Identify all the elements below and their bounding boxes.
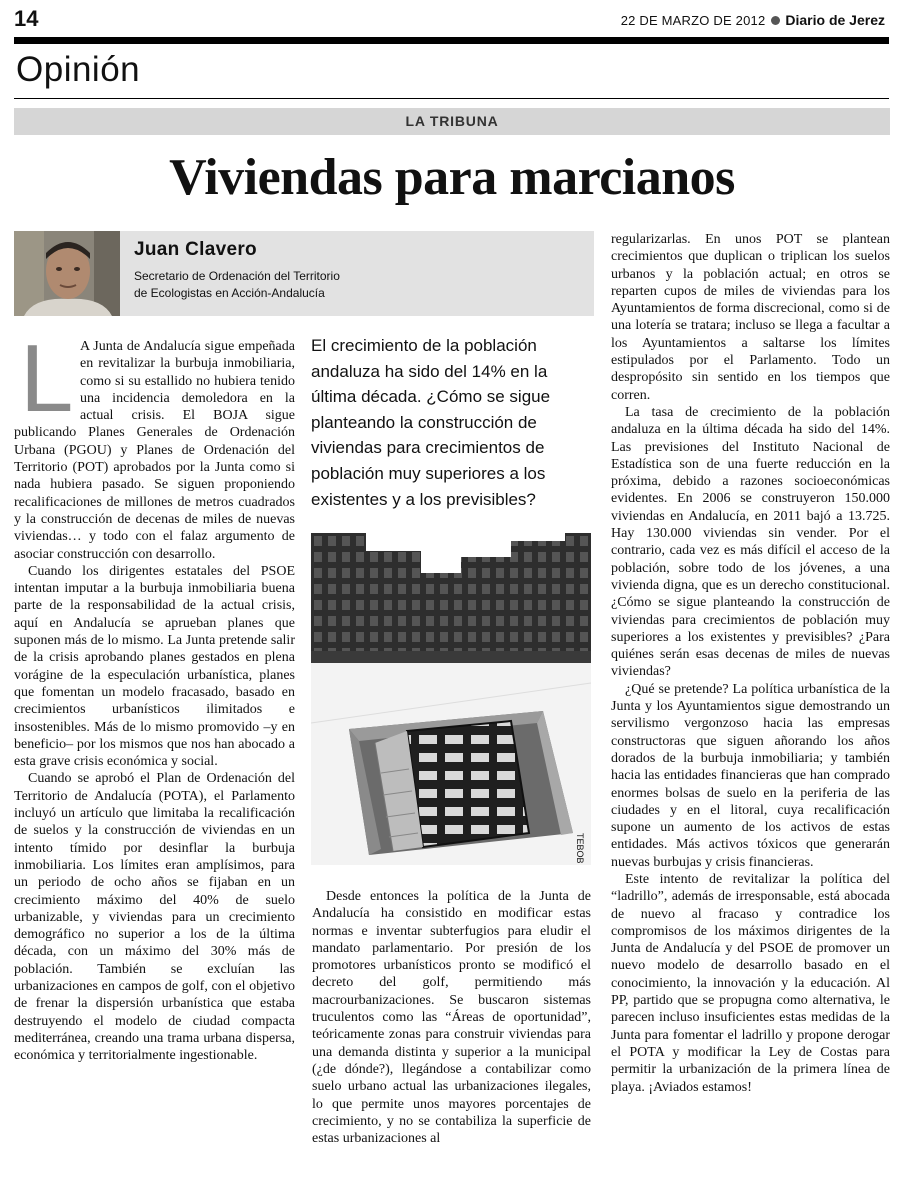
article-paragraph: Desde entonces la política de la Junta de Andalucía ha consistido en modificar estas normas e inventar subterfugios para eludir el mandato parlamentario. Por presión de los promotores urbanísticos pronto se modificó el decreto del golf, permitiendo más macrourbanizaciones. Se buscaron sistemas truculentos como las “Áreas de oportunidad”, teóricamente zonas para construir viviendas para una demanda distinta y superior a la municipal (¿de dónde?), llegándose a contabilizar como suelo urbano actual las urbanizaciones ilegales, lo que permite unos mayores porcentajes de crecimiento, y no se contabiliza la superficie de estas urbanizaciones al <box>312 889 591 1147</box>
author-box <box>14 231 594 316</box>
author-role-line: de Ecologistas en Acción-Andalucía <box>134 286 325 300</box>
article-column-middle <box>312 888 591 1147</box>
newspaper-name: Diario de Jerez <box>785 12 885 28</box>
buildings-illustration <box>311 533 591 865</box>
column-name: LA TRIBUNA <box>405 113 499 129</box>
bullet-icon <box>771 16 780 25</box>
page-number: 14 <box>14 6 39 31</box>
article-column-left <box>14 325 295 1064</box>
author-photo <box>14 231 120 316</box>
column-name-bar <box>14 108 890 135</box>
article-column-right <box>611 231 890 1096</box>
pull-quote-line: viviendas para crecimientos de <box>311 438 545 458</box>
masthead-info <box>621 12 885 28</box>
article-paragraph: Este intento de revitalizar la política del “ladrillo”, además de irresponsable, está abocada de nuevo al fracaso y contradice los compromisos de los máximos dirigentes de la Junta de Andalucía y del PSOE de promover un nuevo modelo de desarrollo basado en el conocimiento, la innovación y la educación. Al PP, partido que se propugna como alternativa, le parecen incluso insuficientes estas medidas de la Junta para fomentar el ladrillo y propone derogar el POTA y modificar la Ley de Costas para permitir la urbanización de la primera línea de playa. ¡Aviados estamos! <box>611 871 890 1095</box>
header-rule <box>14 37 889 44</box>
author-role <box>134 268 340 302</box>
article-paragraph: Cuando los dirigentes estatales del PSOE intentan imputar a la burbuja inmobiliaria buena parte de la responsabilidad de la actual crisis, aquí en Andalucía se aprueban planes que suponen más de lo mismo. La Junta pretende salir de la crisis aprobando planes gestados en plena vorágine de la especulación urbanística, planes que fomentan un modelo fracasado, basado en crecimientos urbanísticos ilimitados e insostenibles. Más de lo mismo promovido –y en beneficio– por los mismos que nos han abocado a esta grave crisis económica y social. <box>14 563 295 770</box>
article-illustration <box>311 533 591 865</box>
author-role-line: Secretario de Ordenación del Territorio <box>134 269 340 283</box>
pull-quote-line: planteando la construcción de <box>311 412 537 432</box>
pull-quote-line: última década. ¿Cómo se sigue <box>311 387 551 407</box>
article-paragraph: La tasa de crecimiento de la población andaluza en la última década ha sido del 14%. Las previsiones del Instituto Nacional de Estadística son de una fuerte reducción en la próxima, debido a razones socioeconómicas evidentes. En 2006 se construyeron 150.000 viviendas en Andalucía, en 2011 bajó a 13.725. Hay 130.000 viviendas sin vender. Por el contrario, cada vez es más difícil el acceso de la población, sobre todo de los jóvenes, a una vivienda digna, que es un derecho constitucional. ¿Cómo se sigue planteando la construcción de viviendas para crecimientos de población muy superiores a los existentes y previsibles? ¿Para quiénes serán esas decenas de miles de nuevas viviendas? <box>611 404 890 680</box>
pull-quote-line: población muy superiores a los <box>311 463 546 483</box>
pull-quote-line: andaluza ha sido del 14% en la <box>311 361 548 381</box>
pull-quote <box>311 333 591 512</box>
article-paragraph: regularizarlas. En unos POT se plantean crecimientos que duplican o triplican los suelos urbanos y la población actual; en otros se reparten cupos de miles de viviendas para los Ayuntamientos de forma discrecional, como si de una lotería se tratara; incluso se llega a facultar a los Ayuntamientos a saltarse los límites estipulados por el Parlamento. Todo un despropósito sin sentido en los tiempos que corren. <box>611 232 890 403</box>
author-portrait-image <box>14 231 120 316</box>
article-paragraph: Cuando se aprobó el Plan de Ordenación del Territorio de Andalucía (POTA), el Parlamento incluyó un artículo que limitaba la recalificación de suelos y la construcción de viviendas en un intento tímido por desinflar la burbuja inmobiliaria. Los límites eran amplísimos, para un periodo de ocho años se fijaban en un crecimiento máximo del 40% de suelo urbanizable, y viviendas para un crecimiento demográfico no superior a los de la última década, con un máximo del 30% más de población. También se excluían las urbanizaciones en campos de golf, con el objetivo de frenar la dispersión urbanística que estaba destruyendo el modelo de ciudad compacta mediterránea, creando una trama urbana dispersa, económica y territorialmente ingestionable. <box>14 771 295 1064</box>
pull-quote-line: existentes y a los previsibles? <box>311 489 536 509</box>
paragraph-text: A Junta de Andalucía sigue empeñada en revitalizar la burbuja inmobiliaria, como si su estallido no hubiera tenido una incidencia demoledora en la actual crisis. El BOJA sigue publicando Planes Generales de Ordenación Urbana (PGOU) y Planes de Ordenación del Territorio (POT) aprobados por la Junta como si nada hubiera pasado. Se siguen proponiendo recalificaciones de millones de metros cuadrados y la construcción de decenas de miles de nuevas viviendas… y todo con el falaz argumento de asociar construcción con desarrollo. <box>14 339 295 562</box>
article-paragraph: ¿Qué se pretende? La política urbanística de la Junta y los Ayuntamientos sigue demostrando un servilismo vergonzoso hacia las empresas constructoras que siguen añorando los años dorados de la burbuja inmobiliaria; y también hacia las entidades financieras que han comprado enormes bolsas de suelo en la periferia de las ciudades y en el litoral, cuya recalificación supone un aumento de los activos de estas entidades. Más activos tóxicos que generarán nuevas burbujas y crisis financieras. <box>611 681 890 870</box>
illustration-credit: TEBOB <box>575 833 585 864</box>
section-title: Opinión <box>16 50 141 89</box>
drop-cap: L <box>20 325 74 432</box>
pull-quote-line: El crecimiento de la población <box>311 336 537 355</box>
author-name: Juan Clavero <box>134 239 257 260</box>
section-divider <box>14 98 889 99</box>
article-paragraph <box>14 325 295 563</box>
publication-date: 22 DE MARZO DE 2012 <box>620 13 766 28</box>
article-headline: Viviendas para marcianos <box>169 149 735 206</box>
